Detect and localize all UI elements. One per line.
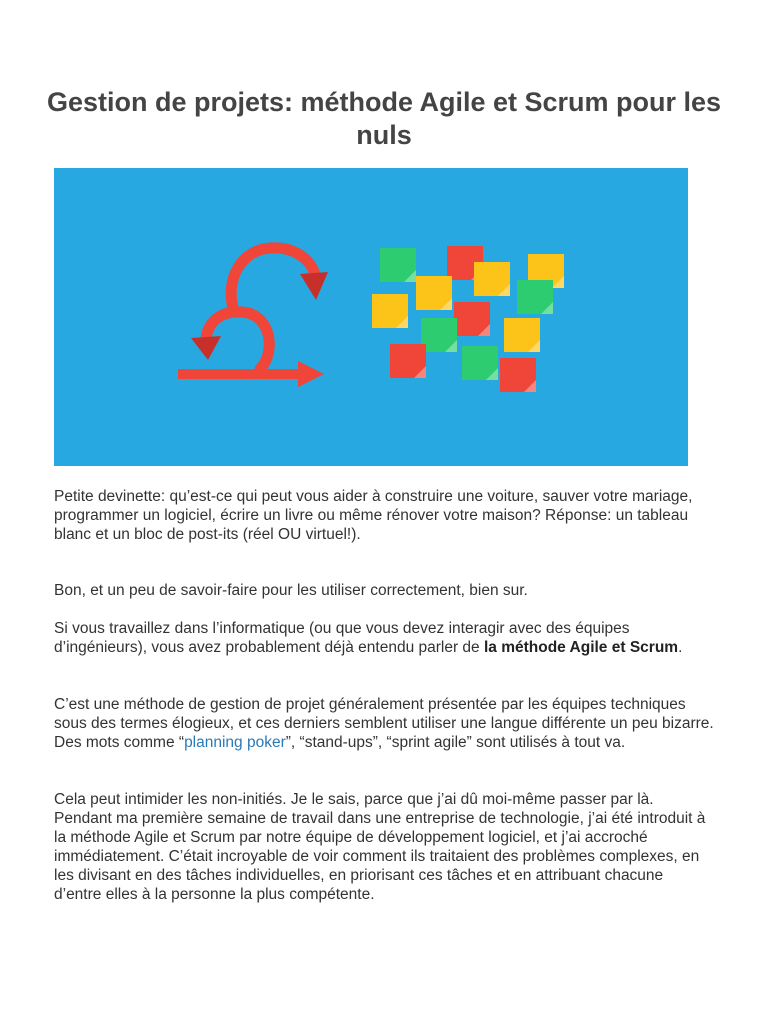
page-title: Gestion de projets: méthode Agile et Scrum pour les nuls — [46, 87, 722, 150]
bold-term: la méthode Agile et Scrum — [483, 639, 679, 656]
sticky-note — [517, 280, 553, 314]
sticky-note — [390, 344, 426, 378]
paragraph-savoir-faire: Bon, et un peu de savoir-faire pour les utiliser correctement, bien sur. — [54, 582, 528, 599]
paragraph-text: . — [678, 639, 683, 656]
paragraph-text: C’est une méthode de gestion de projet généralement présentée par les équipes techniques sous des termes élogieux, et ces derniers semblent utiliser une langue différente un peu bizarre. Des mots comme “ — [54, 696, 714, 751]
sticky-note — [380, 248, 416, 282]
sticky-note — [462, 346, 498, 380]
sticky-notes — [372, 246, 564, 392]
paragraph-methode — [54, 695, 714, 752]
paragraph-text: ”, “stand-ups”, “sprint agile” sont utilisés à tout va. — [285, 734, 626, 751]
sticky-note — [416, 276, 452, 310]
sticky-note — [504, 318, 540, 352]
sticky-note — [500, 358, 536, 392]
paragraph-intro: Petite devinette: qu’est-ce qui peut vous aider à construire une voiture, sauver votre mariage, programmer un logiciel, écrire un livre ou même rénover votre maison? Réponse: un tableau blanc et un bloc de post-its (réel OU virtuel!). — [54, 488, 693, 543]
hero-illustration — [54, 168, 688, 466]
sticky-note — [454, 302, 490, 336]
paragraph-intimider: Cela peut intimider les non-initiés. Je le sais, parce que j’ai dû moi-même passer par là. Pendant ma première semaine de travail dans une entreprise de technologie, j’ai été introduit à la méthode Agile et Scrum par notre équipe de développement logiciel, et j’ai accroché immédiatement. C’était incroyable de voir comment ils traitaient des problèmes complexes, en les divisant en des tâches individuelles, en priorisant ces tâches et en attribuant chacune d’entre elles à la personne la plus compétente. — [54, 791, 706, 903]
sticky-note — [421, 318, 457, 352]
sticky-note — [474, 262, 510, 296]
paragraph-informatique — [54, 619, 714, 657]
paragraph-text: Si vous travaillez dans l’informatique (ou que vous devez interagir avec des équipes d’ingénieurs), vous avez probablement déjà entendu parler de — [54, 620, 630, 656]
scrum-cycle-arrow-icon — [178, 248, 328, 387]
sticky-note — [372, 294, 408, 328]
planning-poker-link[interactable]: planning poker — [184, 734, 286, 751]
hero-image — [54, 168, 688, 466]
